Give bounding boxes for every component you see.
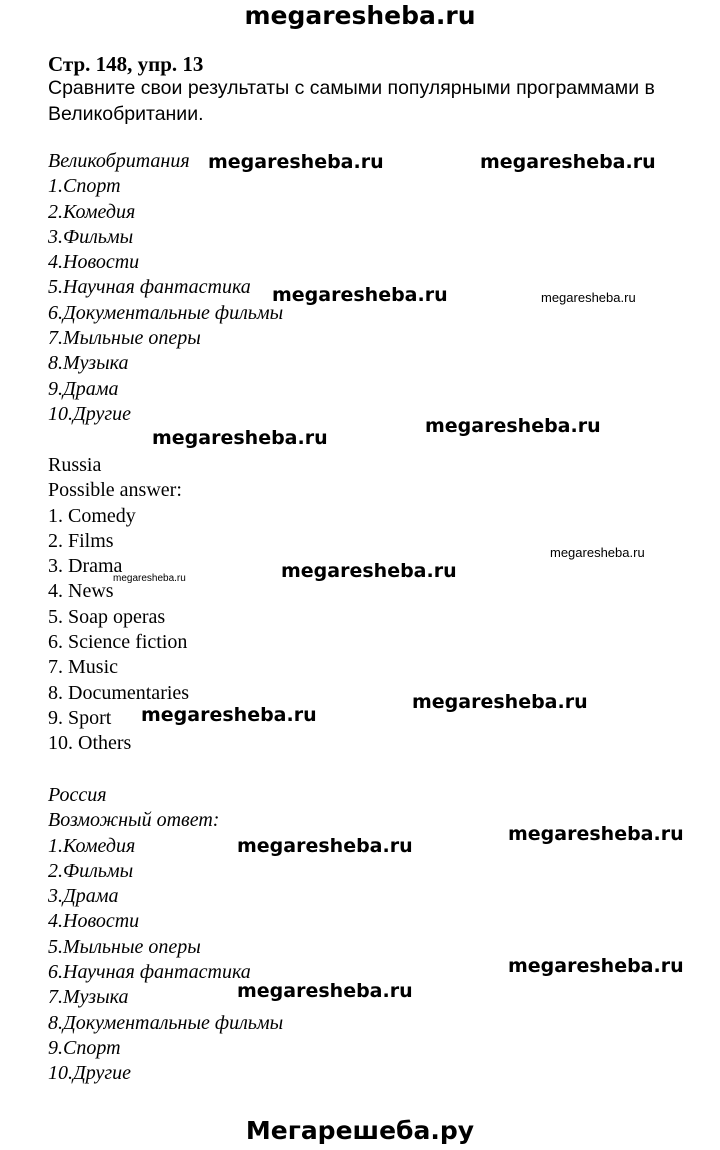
watermark: megaresheba.ru [237,980,413,1002]
list-item: 7. Music [48,656,118,679]
watermark: megaresheba.ru [208,151,384,173]
list-item: 3. Drama [48,555,123,578]
russia-ru-list [48,783,283,1087]
list-item: 8.Документальные фильмы [48,1011,284,1034]
watermark: megaresheba.ru [237,835,413,857]
list-item: 5. Soap operas [48,605,166,628]
watermark: megaresheba.ru [480,151,656,173]
russia-ru-subheading: Возможный ответ: [48,809,220,832]
list-item: 6.Научная фантастика [48,961,251,984]
list-item: 3.Драма [48,885,119,908]
watermark: megaresheba.ru [425,415,601,437]
list-item: 1.Комедия [48,834,136,857]
list-item: 9.Спорт [48,1036,121,1059]
list-item: 10. Others [48,732,132,755]
list-item: 6.Документальные фильмы [48,301,284,324]
watermark: megaresheba.ru [508,955,684,977]
watermark: megaresheba.ru [113,573,186,584]
russia-ru-heading: Россия [48,784,107,806]
watermark: megaresheba.ru [412,691,588,713]
watermark: megaresheba.ru [141,704,317,726]
britain-heading: Великобритания [48,150,190,172]
list-item: 8. Documentaries [48,681,190,704]
russia-en-heading: Russia [48,454,102,476]
britain-list [48,149,283,427]
list-item: 7.Музыка [48,986,129,1009]
list-item: 9.Драма [48,377,119,400]
list-item: 6. Science fiction [48,631,188,654]
watermark: megaresheba.ru [272,284,448,306]
list-item: 2. Films [48,529,114,552]
watermark: megaresheba.ru [541,290,636,305]
list-item: 2.Фильмы [48,859,134,882]
list-item: 4.Новости [48,910,140,933]
list-item: 3.Фильмы [48,225,134,248]
watermark: megaresheba.ru [550,545,645,560]
site-footer: Мегарешеба.ру [245,1116,475,1145]
russia-en-subheading: Possible answer: [48,479,182,502]
list-item: 1. Comedy [48,504,136,527]
watermark: megaresheba.ru [281,560,457,582]
list-item: 10.Другие [48,402,132,425]
list-item: 9. Sport [48,706,112,729]
list-item: 4. News [48,580,114,603]
exercise-instruction: Сравните свои результаты с самыми популярными программами в Великобритании. [48,77,655,125]
list-item: 10.Другие [48,1062,132,1085]
list-item: 4.Новости [48,251,140,274]
list-item: 7.Мыльные оперы [48,327,201,350]
list-item: 2.Комедия [48,200,136,223]
watermark: megaresheba.ru [508,823,684,845]
list-item: 5.Научная фантастика [48,276,251,299]
list-item: 5.Мыльные оперы [48,935,201,958]
exercise-title: Стр. 148, упр. 13 [48,52,204,76]
list-item: 1.Спорт [48,175,121,198]
site-header: megaresheba.ru [244,1,476,30]
list-item: 8.Музыка [48,352,129,375]
watermark: megaresheba.ru [152,427,328,449]
